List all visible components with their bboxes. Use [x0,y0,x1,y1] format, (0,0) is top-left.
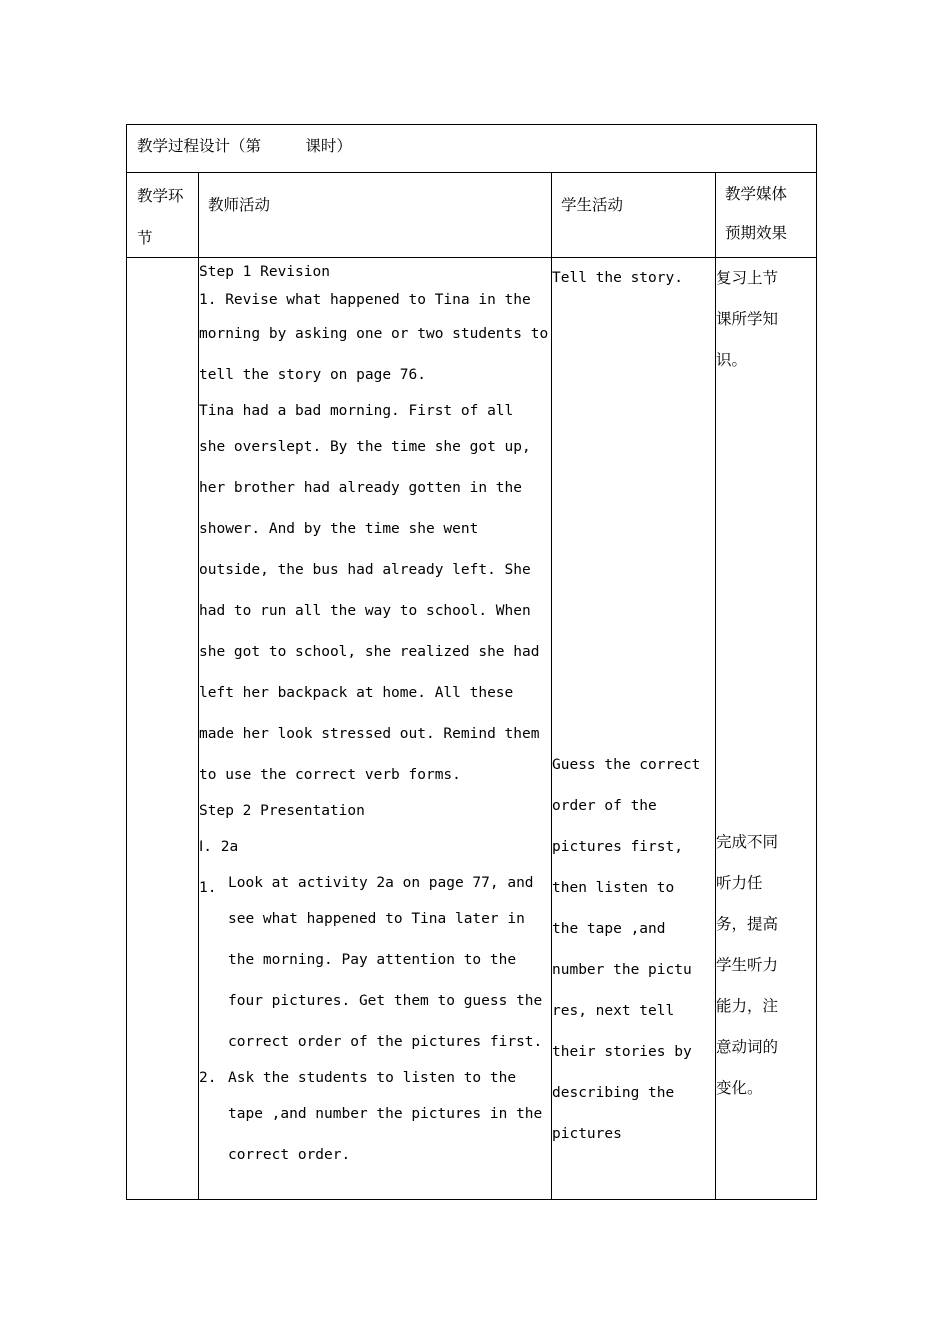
header-stage-line-1: 教学环 [137,187,184,205]
student-line: Guess the correct [552,757,701,773]
header-media-line-1: 教学媒体 [725,185,788,203]
story-line: she overslept. By the time she got up, [199,439,531,455]
header-student [552,173,716,258]
media-line: 复习上节 [716,269,779,287]
media-effect-cell [716,258,817,1200]
media-line: 意动词的 [716,1038,779,1056]
story-line: she got to school, she realized she had [199,644,540,660]
list-item [199,1063,551,1176]
section-label: Ⅰ. 2a [199,839,239,855]
student-line: res, next tell [552,1003,675,1019]
step1-line: 1. Revise what happened to Tina in the [199,292,531,308]
list-item [199,868,551,1063]
header-media-line-2: 预期效果 [725,224,788,242]
student-line: pictures [552,1126,622,1142]
presentation-steps [199,868,551,1176]
student-line: their stories by [552,1044,692,1060]
story-line: made her look stressed out. Remind them [199,726,540,742]
media-line: 课所学知 [716,310,779,328]
media-line: 务，提高 [716,915,779,933]
list-item-line: Ask the students to listen to the [228,1070,517,1086]
story-line: had to run all the way to school. When [199,603,531,619]
media-spacer [716,381,816,822]
student-activity-cell [552,258,716,1200]
student-line: the tape ,and [552,921,666,937]
student-line: describing the [552,1085,675,1101]
table-title-cell [127,125,817,173]
story-line: shower. And by the time she went [199,521,479,537]
header-media [716,173,817,258]
list-item-line: correct order. [228,1147,351,1163]
student-line: number the pictu [552,962,692,978]
step1-title: Step 1 Revision [199,264,330,280]
list-item-line: Look at activity 2a on page 77, and [228,875,534,891]
header-student-label: 学生活动 [561,196,624,214]
student-line: pictures first, [552,839,683,855]
media-line: 能力，注 [716,997,779,1015]
list-item-line: the morning. Pay attention to the [228,952,517,968]
table-title: 教学过程设计（第 课时） [137,137,352,155]
header-stage [127,173,199,258]
header-teacher-label: 教师活动 [208,196,271,214]
media-line: 听力任 [716,874,763,892]
story-line: to use the correct verb forms. [199,767,461,783]
list-item-line: correct order of the pictures first. [228,1034,543,1050]
student-line: order of the [552,798,657,814]
header-stage-line-2: 节 [137,229,153,247]
teacher-activity-cell [199,258,552,1200]
story-line: Tina had a bad morning. First of all [199,403,514,419]
media-line: 完成不同 [716,833,779,851]
media-line: 学生听力 [716,956,779,974]
list-item-number: 2. [199,1070,217,1086]
story-line: left her backpack at home. All these [199,685,514,701]
student-line: Tell the story. [552,270,683,286]
list-item-line: four pictures. Get them to guess the [228,993,543,1009]
list-item-line: tape ,and number the pictures in the [228,1106,543,1122]
step1-line: tell the story on page 76. [199,367,426,383]
student-spacer [552,299,715,745]
media-line: 变化。 [716,1079,763,1097]
stage-cell [127,258,199,1200]
story-line: outside, the bus had already left. She [199,562,531,578]
list-item-line: see what happened to Tina later in [228,911,525,927]
step1-line: morning by asking one or two students to [199,326,549,342]
lesson-plan-table [126,124,817,1200]
story-line: her brother had already gotten in the [199,480,523,496]
list-item-number: 1. [199,880,217,896]
header-teacher [199,173,552,258]
media-line: 识。 [716,351,748,369]
student-line: then listen to [552,880,675,896]
step2-title: Step 2 Presentation [199,803,365,819]
